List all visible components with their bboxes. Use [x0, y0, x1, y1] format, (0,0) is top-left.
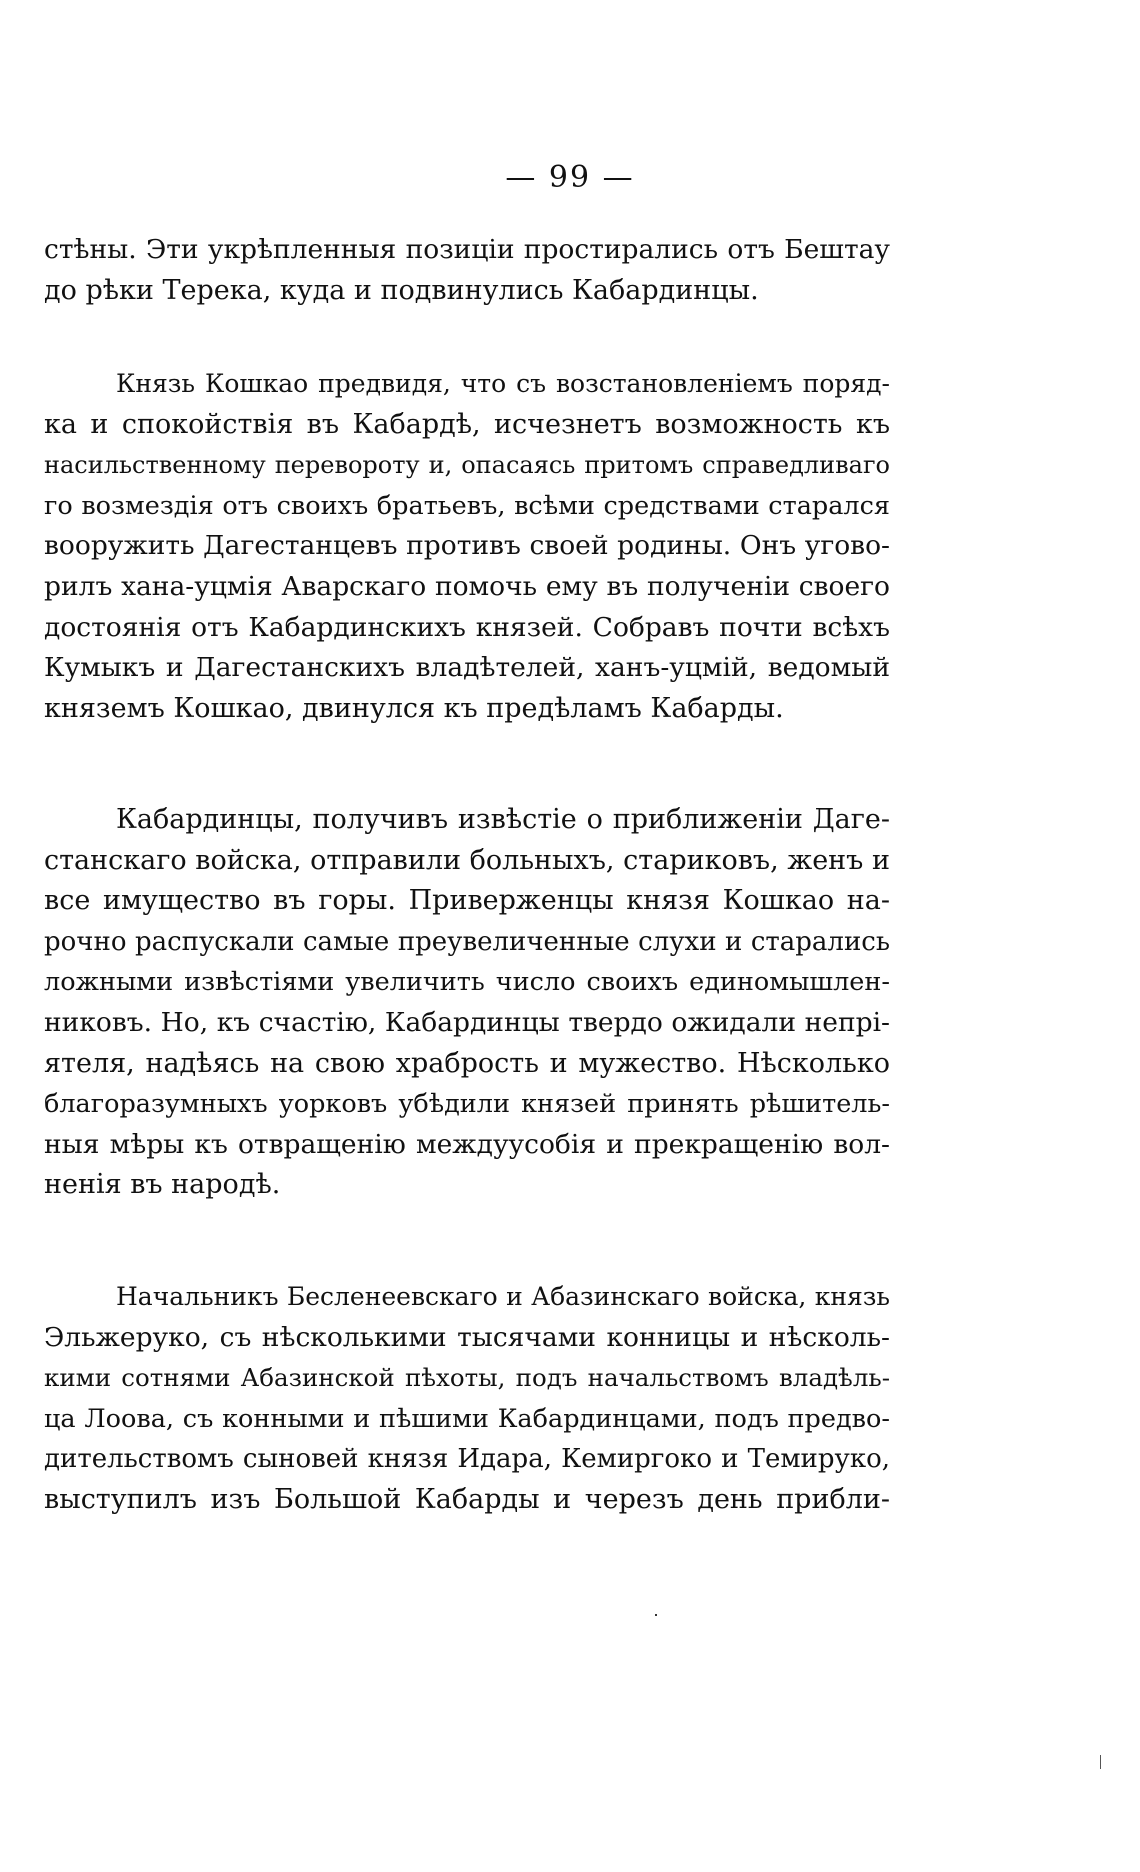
text-line: княземъ Кошкао, двинулся къ предѣламъ Кабарды. — [44, 692, 784, 724]
text-line: дительствомъ сыновей князя Идара, Кемиргоко и Темируко, — [44, 1444, 890, 1475]
text-line: рочно распускали самые преувеличенные слухи и старались — [44, 926, 890, 957]
text-line: Эльжеруко, съ нѣсколькими тысячами конницы и нѣсколь- — [44, 1321, 890, 1353]
text-line: до рѣки Терека, куда и подвинулись Кабардинцы. — [44, 274, 759, 306]
text-line: достоянія отъ Кабардинскихъ князей. Собравъ почти всѣхъ — [44, 611, 890, 643]
page-number: — 99 — — [505, 160, 635, 195]
text-line: насильственному перевороту и, опасаясь притомъ справедливаго — [44, 451, 890, 480]
text-line: все имущество въ горы. Приверженцы князя Кошкао на- — [44, 885, 890, 917]
text-line: выступилъ изъ Большой Кабарды и черезъ день прибли- — [44, 1483, 890, 1515]
scan-speck — [655, 1614, 657, 1616]
text-line: Князь Кошкао предвидя, что съ возстановленіемъ поряд- — [116, 369, 890, 398]
text-line: Кумыкъ и Дагестанскихъ владѣтелей, ханъ-уцмій, ведомый — [44, 652, 890, 684]
text-line: ка и спокойствія въ Кабардѣ, исчезнетъ возможность къ — [44, 408, 890, 440]
text-line: ца Лоова, съ конными и пѣшими Кабардинцами, подъ предво- — [44, 1403, 890, 1434]
scan-speck — [1100, 1755, 1101, 1769]
text-line: рилъ хана-уцмія Аварскаго помочь ему въ полученіи своего — [44, 570, 890, 602]
text-line: станскаго войска, отправили больныхъ, стариковъ, женъ и — [44, 844, 890, 876]
paragraph-1 — [44, 230, 890, 311]
paragraph-3 — [44, 800, 890, 1206]
text-line: благоразумныхъ уорковъ убѣдили князей принять рѣшитель- — [44, 1089, 890, 1120]
text-line: кими сотнями Абазинской пѣхоты, подъ начальствомъ владѣль- — [44, 1363, 890, 1393]
text-line: никовъ. Но, къ счастію, Кабардинцы твердо ожидали непрі- — [44, 1006, 890, 1038]
text-line: Кабардинцы, получивъ извѣстіе о приближеніи Даге- — [116, 804, 890, 835]
text-line: ложными извѣстіями увеличить число своихъ единомышлен- — [44, 967, 890, 998]
text-line: ныя мѣры къ отвращенію междуусобія и прекращенію вол- — [44, 1128, 890, 1160]
paragraph-4 — [44, 1277, 890, 1521]
paragraph-2 — [44, 364, 890, 729]
text-line: го возмездія отъ своихъ братьевъ, всѣми средствами старался — [44, 490, 890, 521]
text-line: вооружить Дагестанцевъ противъ своей родины. Онъ угово- — [44, 530, 890, 562]
text-line: стѣны. Эти укрѣпленныя позиціи простирались отъ Бештау — [44, 234, 890, 265]
text-line: ненія въ народѣ. — [44, 1169, 281, 1201]
text-line: Начальникъ Бесленеевскаго и Абазинскаго войска, князь — [116, 1282, 890, 1311]
text-line: ятеля, надѣясь на свою храбрость и мужество. Нѣсколько — [44, 1047, 890, 1079]
